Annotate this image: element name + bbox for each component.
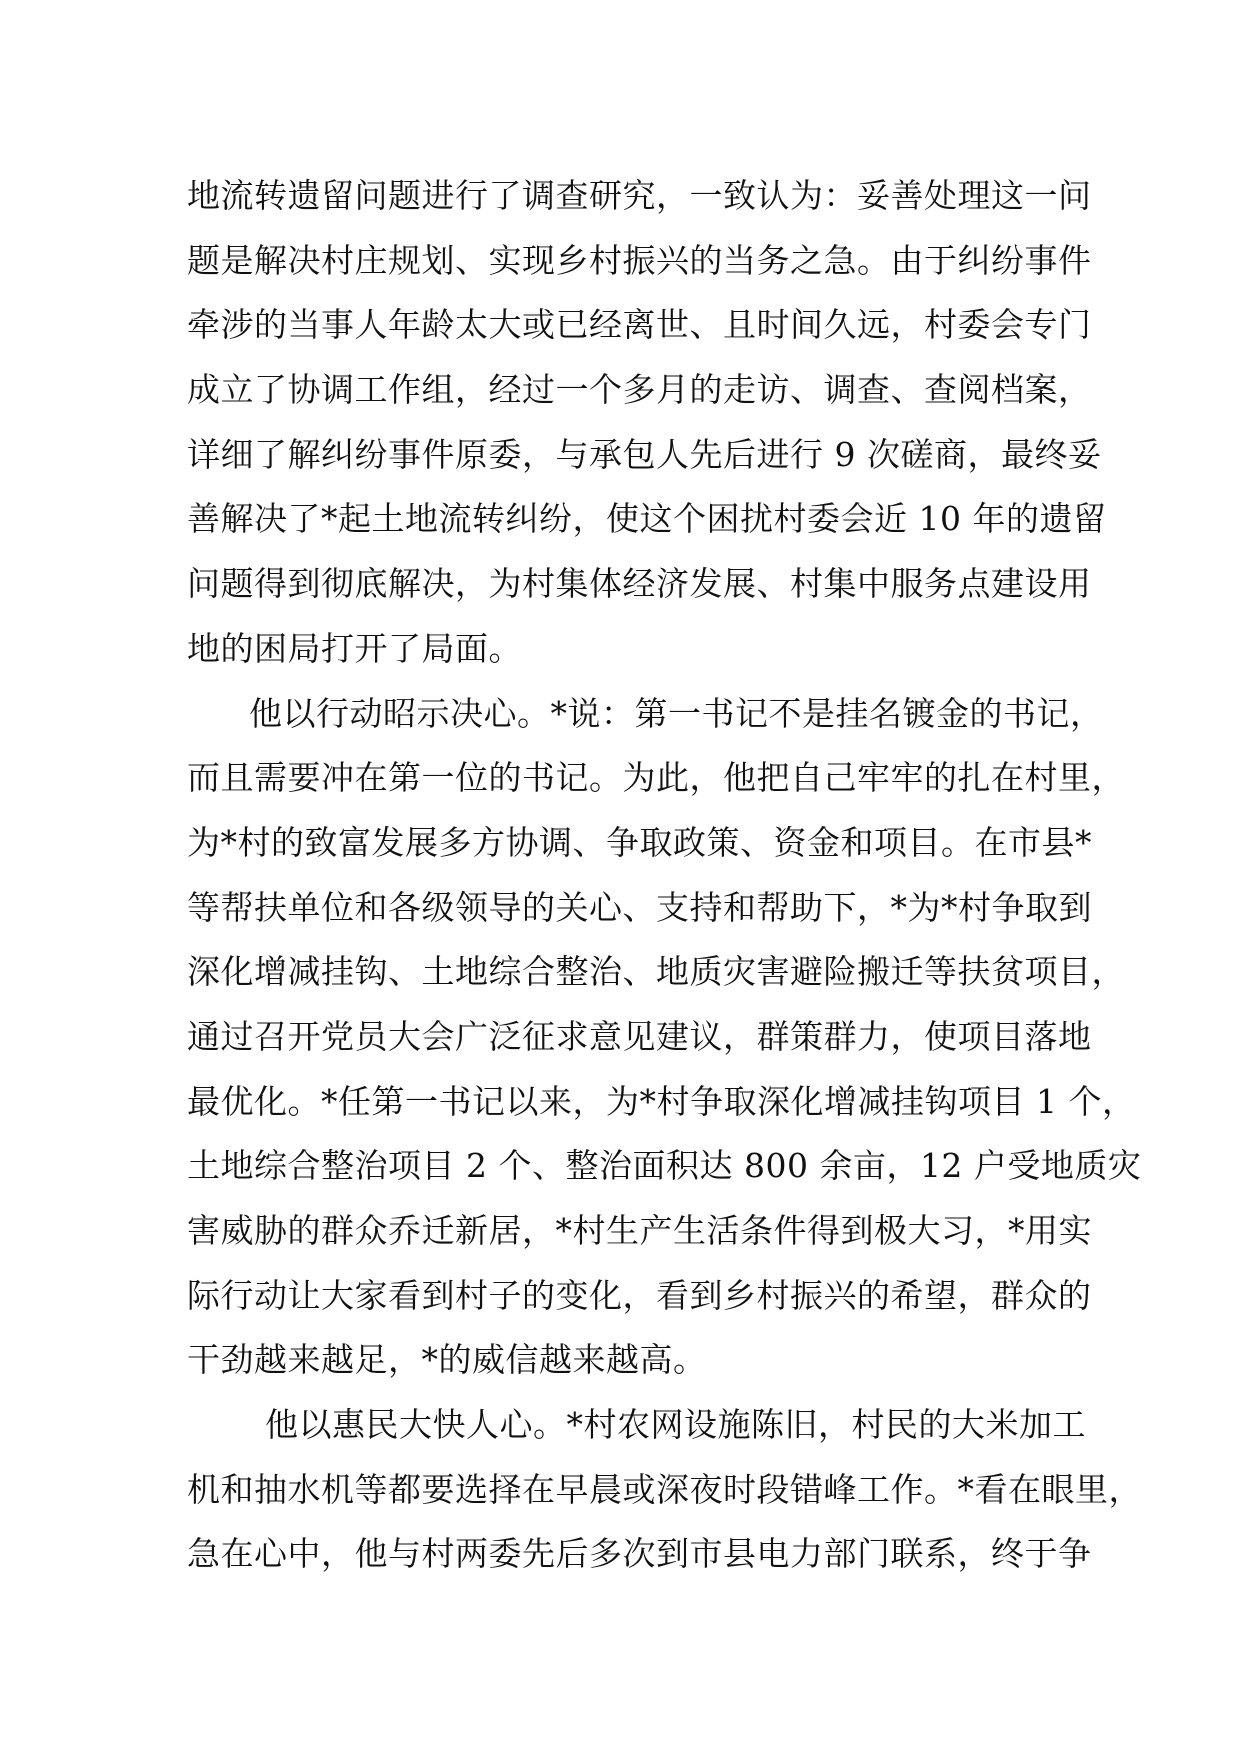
text-line: 干劲越来越足，*的威信越来越高。 xyxy=(187,1340,707,1380)
text-line: 际行动让大家看到村子的变化，看到乡村振兴的希望，群众的 xyxy=(187,1275,1092,1315)
body-text xyxy=(187,164,1142,1587)
text-line: 善解决了*起土地流转纠纷，使这个困扰村委会近 10 年的遗留 xyxy=(187,499,1107,539)
text-line: 详细了解纠纷事件原委，与承包人先后进行 9 次磋商，最终妥 xyxy=(187,434,1102,474)
text-line: 最优化。*任第一书记以来，为*村争取深化增减挂钩项目 1 个， xyxy=(187,1081,1136,1121)
text-line: 土地综合整治项目 2 个、整治面积达 800 余亩，12 户受地质灾 xyxy=(187,1146,1142,1186)
text-line: 牵涉的当事人年龄太大或已经离世、且时间久远，村委会专门 xyxy=(187,305,1092,345)
text-line: 而且需要冲在第一位的书记。为此，他把自己牢牢的扎在村里， xyxy=(187,758,1125,798)
text-line: 急在心中，他与村两委先后多次到市县电力部门联系，终于争 xyxy=(187,1534,1092,1574)
text-line: 等帮扶单位和各级领导的关心、支持和帮助下，*为*村争取到 xyxy=(187,887,1092,927)
text-line: 通过召开党员大会广泛征求意见建议，群策群力，使项目落地 xyxy=(187,1016,1092,1056)
paragraph-start-line: 他以行动昭示决心。*说：第一书记不是挂名镀金的书记， xyxy=(249,693,1104,733)
text-line: 机和抽水机等都要选择在早晨或深夜时段错峰工作。*看在眼里， xyxy=(187,1469,1142,1509)
text-line: 地流转遗留问题进行了调查研究，一致认为：妥善处理这一问 xyxy=(187,176,1092,215)
paragraph-start-line: 他以惠民大快人心。*村农网设施陈旧，村民的大米加工 xyxy=(265,1405,1086,1445)
text-line: 成立了协调工作组，经过一个多月的走访、调查、查阅档案， xyxy=(187,370,1092,410)
text-line: 地的困局打开了局面。 xyxy=(187,628,522,668)
text-line: 深化增减挂钩、土地综合整治、地质灾害避险搬迁等扶贫项目， xyxy=(187,952,1125,992)
text-line: 害威胁的群众乔迁新居，*村生产生活条件得到极大习，*用实 xyxy=(187,1211,1092,1250)
text-line: 题是解决村庄规划、实现乡村振兴的当务之急。由于纠纷事件 xyxy=(187,240,1092,280)
text-line: 为*村的致富发展多方协调、争取政策、资金和项目。在市县* xyxy=(187,822,1092,862)
text-line: 问题得到彻底解决，为村集体经济发展、村集中服务点建设用 xyxy=(187,564,1092,604)
